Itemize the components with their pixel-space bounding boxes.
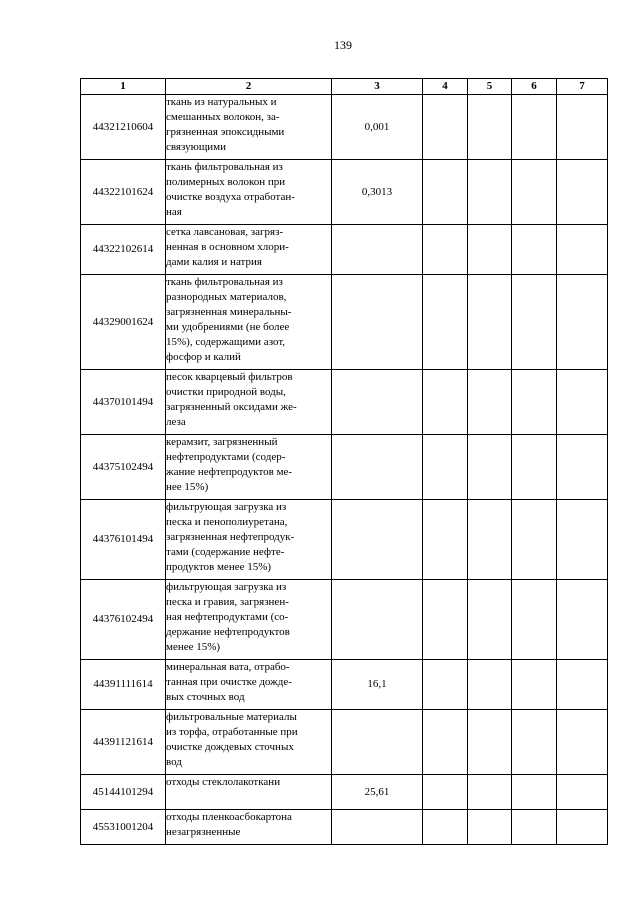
- empty-cell-col-4: [423, 810, 468, 845]
- waste-amount: 0,3013: [332, 160, 423, 225]
- empty-cell-col-7: [557, 710, 608, 775]
- waste-code: 44376101494: [81, 500, 166, 580]
- waste-name: [166, 775, 332, 810]
- empty-cell-col-6: [512, 225, 557, 275]
- empty-cell-col-4: [423, 775, 468, 810]
- empty-cell-col-7: [557, 225, 608, 275]
- waste-name-line: керамзит, загрязненный: [166, 436, 278, 448]
- waste-name-line: загрязненная нефтепродук-: [166, 531, 295, 543]
- empty-cell-col-6: [512, 660, 557, 710]
- waste-name-line: танная при очистке дожде-: [166, 676, 292, 688]
- empty-cell-col-5: [468, 435, 512, 500]
- waste-amount: [332, 370, 423, 435]
- header-col-7: 7: [557, 79, 608, 95]
- empty-cell-col-5: [468, 710, 512, 775]
- empty-cell-col-7: [557, 580, 608, 660]
- table-row: [81, 775, 608, 810]
- table-body: [81, 95, 608, 845]
- empty-cell-col-5: [468, 810, 512, 845]
- waste-code: 44329001624: [81, 275, 166, 370]
- waste-name-line: очистке дождевых сточных: [166, 741, 294, 753]
- waste-name-line: менее 15%): [166, 641, 221, 653]
- waste-name-line: из торфа, отработанные при: [166, 726, 298, 738]
- waste-code: 45144101294: [81, 775, 166, 810]
- empty-cell-col-5: [468, 775, 512, 810]
- waste-name-line: связующими: [166, 141, 227, 153]
- waste-name: [166, 95, 332, 160]
- waste-name-line: тами (содержание нефте-: [166, 546, 285, 558]
- table-header: [81, 79, 608, 95]
- waste-code: 44321210604: [81, 95, 166, 160]
- waste-code: 44322101624: [81, 160, 166, 225]
- empty-cell-col-6: [512, 500, 557, 580]
- table-row: [81, 275, 608, 370]
- page-number: 139: [334, 38, 352, 52]
- empty-cell-col-4: [423, 660, 468, 710]
- waste-name-line: песка и пенополиуретана,: [166, 516, 288, 528]
- waste-name-line: дами калия и натрия: [166, 256, 262, 268]
- waste-amount: [332, 275, 423, 370]
- empty-cell-col-6: [512, 95, 557, 160]
- empty-cell-col-6: [512, 810, 557, 845]
- waste-name-line: ткань из натуральных и: [166, 96, 277, 108]
- waste-name-line: ненная в основном хлори-: [166, 241, 289, 253]
- waste-code: 44375102494: [81, 435, 166, 500]
- waste-name-line: вых сточных вод: [166, 691, 245, 703]
- table-row: [81, 710, 608, 775]
- empty-cell-col-7: [557, 95, 608, 160]
- waste-table: [80, 78, 608, 845]
- empty-cell-col-6: [512, 580, 557, 660]
- waste-name-line: ми удобрениями (не более: [166, 321, 290, 333]
- waste-amount: 25,61: [332, 775, 423, 810]
- table-row: [81, 580, 608, 660]
- empty-cell-col-6: [512, 775, 557, 810]
- empty-cell-col-5: [468, 660, 512, 710]
- waste-name-line: отходы пленкоасбокартона: [166, 811, 292, 823]
- table-row: [81, 370, 608, 435]
- waste-amount: [332, 500, 423, 580]
- empty-cell-col-5: [468, 160, 512, 225]
- header-col-3: 3: [332, 79, 423, 95]
- waste-name-line: жание нефтепродуктов ме-: [166, 466, 293, 478]
- waste-code: 44376102494: [81, 580, 166, 660]
- waste-name-line: нефтепродуктами (содер-: [166, 451, 286, 463]
- waste-name-line: леза: [166, 416, 186, 428]
- waste-name: [166, 580, 332, 660]
- waste-name-line: минеральная вата, отрабо-: [166, 661, 290, 673]
- empty-cell-col-4: [423, 500, 468, 580]
- table-row: [81, 500, 608, 580]
- header-col-2: 2: [166, 79, 332, 95]
- waste-name: [166, 810, 332, 845]
- waste-amount: [332, 710, 423, 775]
- waste-name: [166, 225, 332, 275]
- waste-name-line: фильтровальные материалы: [166, 711, 297, 723]
- waste-name-line: держание нефтепродуктов: [166, 626, 290, 638]
- waste-name: [166, 710, 332, 775]
- waste-name-line: загрязненная минеральны-: [166, 306, 292, 318]
- waste-name-line: ная: [166, 206, 182, 218]
- waste-name-line: сетка лавсановая, загряз-: [166, 226, 284, 238]
- waste-name-line: ткань фильтровальная из: [166, 276, 283, 288]
- empty-cell-col-4: [423, 275, 468, 370]
- header-col-4: 4: [423, 79, 468, 95]
- waste-name-line: разнородных материалов,: [166, 291, 287, 303]
- empty-cell-col-6: [512, 710, 557, 775]
- empty-cell-col-4: [423, 580, 468, 660]
- table-row: [81, 810, 608, 845]
- waste-name: [166, 435, 332, 500]
- waste-code: 44370101494: [81, 370, 166, 435]
- table-row: [81, 435, 608, 500]
- waste-name-line: очистке воздуха отработан-: [166, 191, 295, 203]
- waste-name-line: песок кварцевый фильтров: [166, 371, 293, 383]
- waste-name-line: незагрязненные: [166, 826, 241, 838]
- table-row: [81, 660, 608, 710]
- empty-cell-col-7: [557, 775, 608, 810]
- waste-amount: 16,1: [332, 660, 423, 710]
- empty-cell-col-7: [557, 435, 608, 500]
- waste-amount: [332, 225, 423, 275]
- table-row: [81, 95, 608, 160]
- waste-name-line: грязненная эпоксидными: [166, 126, 285, 138]
- table-row: [81, 160, 608, 225]
- waste-code: 45531001204: [81, 810, 166, 845]
- waste-name: [166, 275, 332, 370]
- empty-cell-col-4: [423, 710, 468, 775]
- waste-name-line: загрязненный оксидами же-: [166, 401, 297, 413]
- waste-name-line: ная нефтепродуктами (со-: [166, 611, 289, 623]
- waste-name-line: вод: [166, 756, 182, 768]
- header-col-6: 6: [512, 79, 557, 95]
- waste-name: [166, 660, 332, 710]
- header-col-5: 5: [468, 79, 512, 95]
- waste-name-line: продуктов менее 15%): [166, 561, 272, 573]
- waste-name-line: песка и гравия, загрязнен-: [166, 596, 289, 608]
- empty-cell-col-4: [423, 435, 468, 500]
- waste-name-line: фильтрующая загрузка из: [166, 501, 287, 513]
- waste-name: [166, 160, 332, 225]
- empty-cell-col-6: [512, 160, 557, 225]
- header-col-1: 1: [81, 79, 166, 95]
- empty-cell-col-6: [512, 435, 557, 500]
- empty-cell-col-5: [468, 275, 512, 370]
- empty-cell-col-5: [468, 370, 512, 435]
- empty-cell-col-4: [423, 370, 468, 435]
- waste-name-line: ткань фильтровальная из: [166, 161, 283, 173]
- empty-cell-col-4: [423, 95, 468, 160]
- waste-name-line: фосфор и калий: [166, 351, 241, 363]
- empty-cell-col-7: [557, 160, 608, 225]
- empty-cell-col-7: [557, 370, 608, 435]
- waste-name-line: очистки природной воды,: [166, 386, 286, 398]
- empty-cell-col-6: [512, 275, 557, 370]
- waste-name: [166, 370, 332, 435]
- waste-name-line: фильтрующая загрузка из: [166, 581, 287, 593]
- empty-cell-col-7: [557, 275, 608, 370]
- waste-amount: [332, 810, 423, 845]
- waste-name-line: смешанных волокон, за-: [166, 111, 280, 123]
- waste-amount: 0,001: [332, 95, 423, 160]
- empty-cell-col-6: [512, 370, 557, 435]
- empty-cell-col-7: [557, 500, 608, 580]
- waste-name: [166, 500, 332, 580]
- waste-name-line: отходы стеклолакоткани: [166, 776, 281, 788]
- waste-code: 44322102614: [81, 225, 166, 275]
- waste-code: 44391111614: [81, 660, 166, 710]
- waste-amount: [332, 580, 423, 660]
- empty-cell-col-4: [423, 160, 468, 225]
- waste-amount: [332, 435, 423, 500]
- empty-cell-col-5: [468, 95, 512, 160]
- empty-cell-col-5: [468, 580, 512, 660]
- header-row: [81, 79, 608, 95]
- empty-cell-col-7: [557, 660, 608, 710]
- waste-name-line: 15%), содержащими азот,: [166, 336, 286, 348]
- table-row: [81, 225, 608, 275]
- waste-name-line: полимерных волокон при: [166, 176, 286, 188]
- empty-cell-col-7: [557, 810, 608, 845]
- empty-cell-col-4: [423, 225, 468, 275]
- waste-name-line: нее 15%): [166, 481, 209, 493]
- waste-code: 44391121614: [81, 710, 166, 775]
- empty-cell-col-5: [468, 225, 512, 275]
- empty-cell-col-5: [468, 500, 512, 580]
